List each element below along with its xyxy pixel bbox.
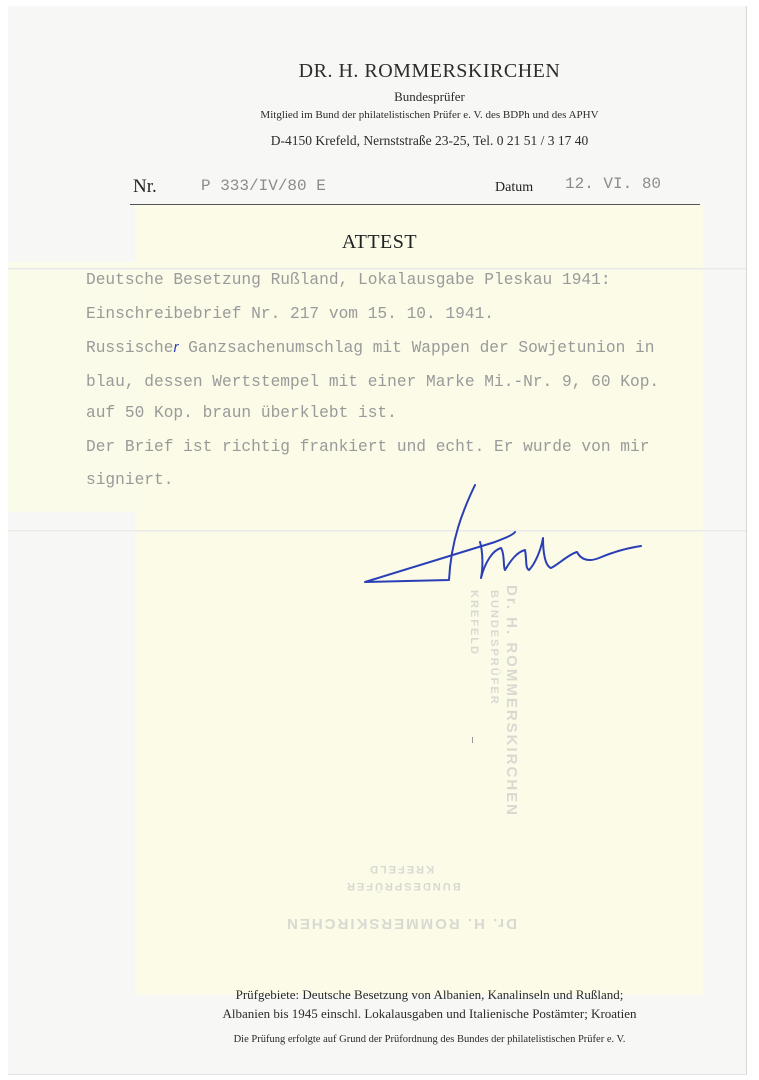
letterhead-role: Bundesprüfer (394, 89, 465, 104)
certificate-title: ATTEST (341, 231, 418, 253)
rubber-stamp-name-inverted: Dr. H. ROMMERSKIRCHEN (285, 915, 518, 932)
letterhead-name: DR. H. ROMMERSKIRCHEN (298, 60, 561, 82)
rubber-stamp-name-vertical: Dr. H. ROMMERSKIRCHEN (503, 585, 520, 818)
rubber-stamp-city-inverted: KREFELD (368, 863, 434, 875)
handwritten-mark: r (173, 339, 179, 356)
certificate-line-4: blau, dessen Wertstempel mit einer Marke Mi.-Nr. 9, 60 Kop. (86, 373, 660, 391)
reference-number-value: P 333/IV/80 E (201, 177, 326, 195)
rubber-stamp-city-vertical: KREFELD (468, 590, 480, 656)
footer-scope-line-1: Prüfgebiete: Deutsche Besetzung von Albanien, Kanalinseln und Rußland; (235, 987, 624, 1002)
fold-line-top (8, 268, 746, 270)
footer-regulation-note: Die Prüfung erfolgte auf Grund der Prüfordnung des Bundes der philatelistischen Prüfer e. V. (233, 1034, 626, 1045)
certificate-line-2: Einschreibebrief Nr. 217 vom 15. 10. 1941. (86, 305, 494, 323)
rubber-stamp-role-vertical: BUNDESPRÜFER (488, 590, 500, 706)
certificate-panel (135, 205, 703, 995)
pen-mark (472, 737, 473, 743)
reference-number-label: Nr. (133, 176, 157, 197)
footer-scope-line-2: Albanien bis 1945 einschl. Lokalausgaben und Italienische Postämter; Kroatien (222, 1006, 637, 1021)
rubber-stamp-role-inverted: BUNDESPRÜFER (345, 880, 461, 892)
certificate-line-6: Der Brief ist richtig frankiert und echt. Er wurde von mir (86, 438, 650, 456)
letterhead-address: D-4150 Krefeld, Nernststraße 23-25, Tel. 0 21 51 / 3 17 40 (270, 133, 589, 148)
certificate-line-7: signiert. (86, 471, 174, 489)
certificate-line-3-end: Ganzsachenumschlag mit Wappen der Sowjetunion in (178, 339, 655, 357)
date-label: Datum (495, 180, 534, 195)
certificate-line-1: Deutsche Besetzung Rußland, Lokalausgabe Pleskau 1941: (86, 271, 611, 289)
certificate-line-3 (86, 339, 654, 357)
handwritten-signature (355, 480, 655, 590)
certificate-line-3-start: Russische (86, 339, 174, 357)
date-value: 12. VI. 80 (565, 175, 662, 193)
certificate-line-5: auf 50 Kop. braun überklebt ist. (86, 404, 397, 422)
header-rule (130, 204, 700, 205)
letterhead-membership: Mitglied im Bund der philatelistischen Prüfer e. V. des BDPh und des APHV (260, 109, 599, 121)
